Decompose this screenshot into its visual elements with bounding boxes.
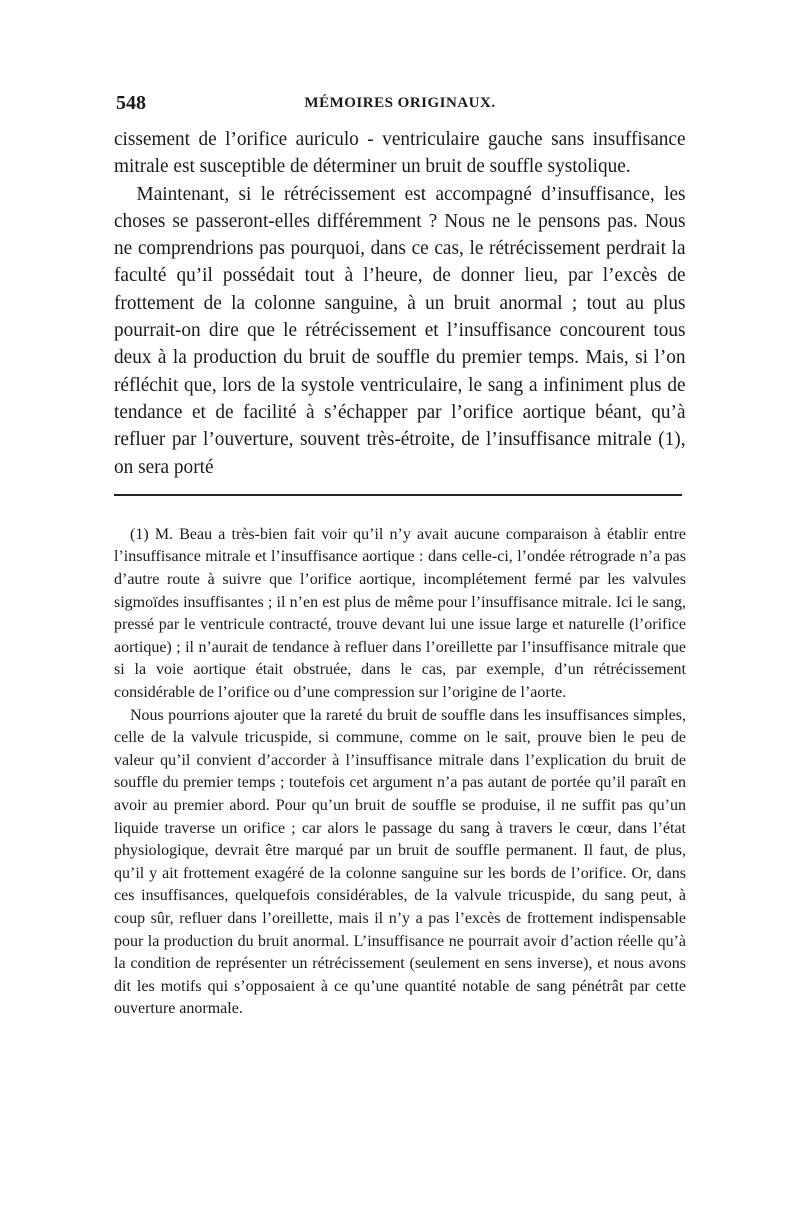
footnote-paragraph: Nous pourrions ajouter que la rareté du bruit de souffle dans les insuffisances simples, celle de la valvule tricuspide, si commune, comme on le sait, prouve bien le peu de valeur qu’il convient d’accorder à l’insuffisance mitrale dans l’explication du bruit de souffle du premier temps ; toutefois cet argument n’a pas autant de portée qu’il paraît en avoir au premier abord. Pour qu’un bruit de souffle se produise, il ne suffit pas qu’un liquide traverse un orifice ; car alors le passage du sang à travers le cœur, dans l’état physiologique, devrait être marqué par un bruit de souffle permanent. Il faut, de plus, qu’il y ait frottement exagéré de la colonne sanguine sur les bords de l’orifice. Or, dans ces insuffisances, quelquefois considérables, de la valvule tricuspide, du sang peut, à coup sûr, refluer dans l’oreillette, mais il n’y a pas l’excès de frottement indispensable pour la production du bruit anormal. L’insuffisance ne pourrait avoir d’action réelle qu’à la condition de représenter un rétrécissement (seulement en sens inverse), et nous avons dit les motifs qui s’opposaient à ce qu’une quantité notable de sang pénétrât par cette ouverture anormale. [114,706,686,1018]
footnote-paragraph: (1) M. Beau a très-bien fait voir qu’il n’y avait aucune comparaison à établir entre l’insuffisance mitrale et l’insuffisance aortique : dans celle-ci, l’ondée rétrograde n’a pas d’autre route à suivre que l’orifice aortique, incomplétement fermé par les valvules sigmoïdes insuffisantes ; il n’en est plus de même pour l’insuffisance mitrale. Ici le sang, pressé par le ventricule contracté, trouve devant lui une issue large et naturelle (l’orifice aortique) ; il n’aurait de tendance à refluer dans l’oreillette par l’insuffisance mitrale que si la voie aortique était obstruée, dans le cas, par exemple, d’un rétrécissement considérable de l’orifice ou d’une compression sur l’origine de l’aorte. [114,525,686,702]
page-number: 548 [116,92,146,114]
body-paragraph: Maintenant, si le rétrécissement est accompagné d’insuffisance, les choses se passeront-elles différemment ? Nous ne le pensons pas. Nous ne comprendrions pas pourquoi, dans ce cas, le rétrécissement perdrait la faculté qu’il possédait tout à l’heure, de donner lieu, par l’excès de frottement de la colonne sanguine, à un bruit anormal ; tout au plus pourrait-on dire que le rétrécissement et l’insuffisance concourent tous deux à la production du bruit de souffle du premier temps. Mais, si l’on réfléchit que, lors de la systole ventriculaire, le sang a infiniment plus de tendance et de facilité à s’échapper par l’orifice aortique béant, qu’à refluer par l’ouverture, souvent très-étroite, de l’insuffisance mitrale (1), on sera porté [114,182,686,478]
main-text [114,126,686,481]
footnote-divider [114,494,682,496]
page-header [114,92,686,122]
body-paragraph: cissement de l’orifice auriculo - ventriculaire gauche sans insuffisance mitrale est susceptible de déterminer un bruit de souffle systolique. [114,128,686,178]
running-head: MÉMOIRES ORIGINAUX. [304,95,496,111]
book-page [114,92,686,1021]
footnotes [114,524,686,1021]
